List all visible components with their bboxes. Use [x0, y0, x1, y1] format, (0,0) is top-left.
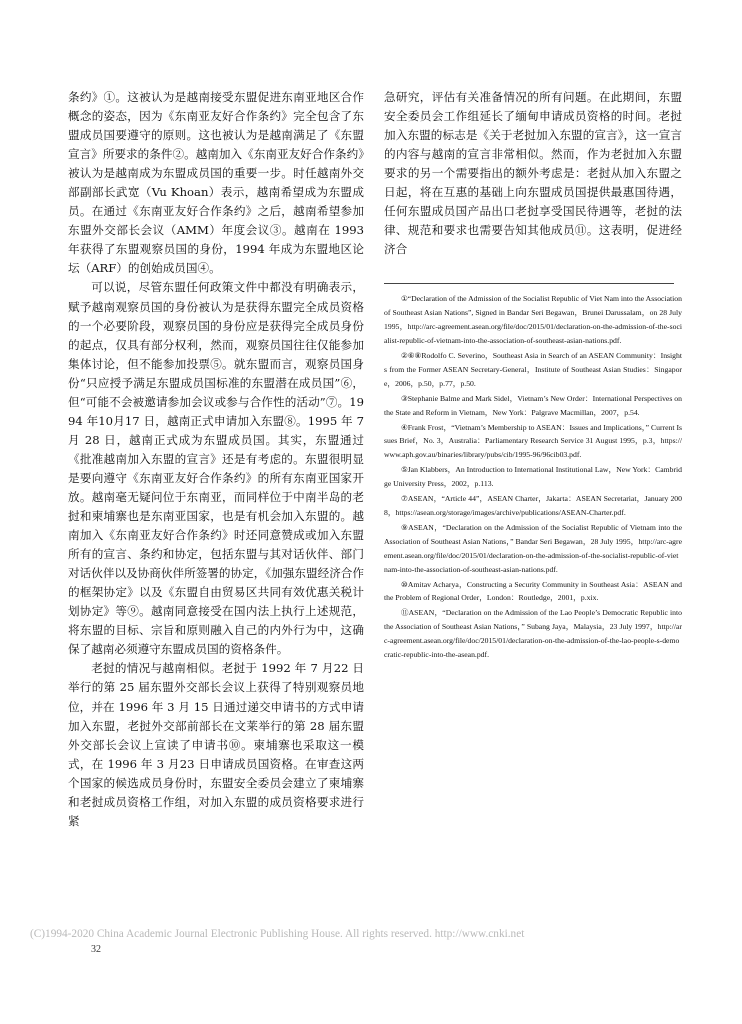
right-column	[384, 88, 682, 663]
footnote-mark: ⑦	[400, 494, 408, 504]
footnote-text: Frank Frost，“Vietnam’s Membership to ASEAN：Issues and Implications，” Current Issues Brief，No. 3，Australia：Parliamentary Research Service 31 August 1995，p.3，https://www.aph.gov.au/binaries/library/pubs/cib/1995-96/96cib03.pdf.	[384, 422, 682, 460]
footnote-divider	[384, 283, 674, 284]
footnote	[384, 463, 682, 491]
footnote-text: Rodolfo C. Severino，Southeast Asia in Search of an ASEAN Community：Insights from the Former ASEAN Secretary-General，Institute of Southeast Asian Studies：Singapore，2006，p.50，p.77，p.50.	[384, 351, 682, 388]
footnote	[384, 349, 682, 391]
footnote-text: ASEAN，“Declaration on the Admission of the Lao People’s Democratic Republic into the Association of Southeast Asian Nations，” Subang Jaya，Malaysia，23 July 1997，http://arc-agreement.asean.org/file/doc/2015/01/declaration-on-the-admission-of-the-lao-people-s-democratic-republic-into-the-asean.pdf.	[384, 608, 682, 660]
footnote-mark: ①	[400, 294, 408, 304]
footnote-mark: ④	[400, 422, 408, 432]
footnote-text: “Declaration of the Admission of the Socialist Republic of Viet Nam into the Association of Southeast Asian Nations”, Signed in Bandar Seri Begawan，Brunei Darussalam，on 28 July 1995，http://arc-agreement.asean.org/file/doc/2015/01/declaration-on-the-admission-of-the-socialist-republic-of-vietnam-into-the-association-of-southeast-asian-nations.pdf.	[384, 294, 682, 346]
footnote	[384, 292, 682, 348]
body-paragraph: 老挝的情况与越南相似。老挝于 1992 年 7 月22 日举行的第 25 届东盟外交部长会议上获得了特别观察员地位，并在 1996 年 3 月 15 日通过递交申请书的方式申请加入东盟，老挝外交部前部长在文莱举行的第 28 届东盟外交部长会议上宣读了申请书⑩。柬埔寨也采取这一模式，在 1996 年 3 月23 日申请成员国资格。在审查这两个国家的候选成员身份时，东盟安全委员会建立了柬埔寨和老挝成员资格工作组，对加入东盟的成员资格要求进行紧	[68, 661, 364, 828]
footnote-mark: ⑨	[400, 522, 409, 532]
footnote	[384, 492, 682, 520]
page-number: 32	[91, 944, 101, 955]
footnote-mark: ②⑥⑧	[400, 351, 422, 361]
footnote	[384, 392, 682, 420]
footnote-mark: ③	[400, 393, 408, 403]
footnote-mark: ⑩	[400, 579, 408, 589]
footnote	[384, 521, 682, 577]
footnote-mark: ⑤	[400, 465, 408, 475]
left-column	[68, 88, 364, 831]
footnotes	[384, 292, 682, 662]
footnote-text: Stephanie Balme and Mark Sidel，Vietnam’s New Order：International Perspectives on the State and Reform in Vietnam，New York：Palgrave Macmillan，2007，p.54.	[384, 393, 682, 417]
footnote	[384, 421, 682, 463]
body-paragraph: 条约》①。这被认为是越南接受东盟促进东南亚地区合作概念的姿态，因为《东南亚友好合作条约》完全包含了东盟成员国要遵守的原则。这也被认为是越南满足了《东盟宣言》所要求的条件②。越南加入《东南亚友好合作条约》被认为是越南成为东盟成员国的重要一步。时任越南外交部副部长武宽（Vu Khoan）表示，越南希望成为东盟成员。在通过《东南亚友好合作条约》之后，越南希望参加东盟外交部长会议（AMM）年度会议③。越南在 1993 年获得了东盟观察员国的身份，1994 年成为东盟地区论坛（ARF）的创始成员国④。	[68, 90, 364, 276]
footnote-text: Jan Klabbers，An Introduction to International Institutional Law，New York：Cambridge University Press，2002，p.113.	[384, 465, 683, 489]
footnote-text: Amitav Acharya，Constructing a Security Community in Southeast Asia：ASEAN and the Problem of Regional Order，London：Routledge，2001，p.xix.	[384, 579, 682, 603]
footnote	[384, 578, 682, 606]
footnote-text: ASEAN，“Declaration on the Admission of the Socialist Republic of Vietnam into the Association of Southeast Asian Nations，” Bandar Seri Begawan，28 July 1995，http://arc-agreement.asean.org/file/doc/2015/01/declaration-on-the-admission-of-the-socialist-republic-of-vietnam-into-the-association-of-southeast-asian-nations.pdf.	[384, 522, 682, 574]
body-paragraph: 急研究，评估有关准备情况的所有问题。在此期间，东盟安全委员会工作组延长了缅甸申请成员资格的时间。老挝加入东盟的标志是《关于老挝加入东盟的宣言》，这一宣言的内容与越南的宣言非常相似。然而，作为老挝加入东盟要求的另一个需要指出的额外考虑是：老挝从加入东盟之日起，将在互惠的基础上向东盟成员国提供最惠国待遇，任何东盟成员国产品出口老挝享受国民待遇等，老挝的法律、规范和要求也需要告知其他成员⑪。这表明，促进经济合	[384, 90, 682, 257]
footnote-mark: ⑪	[400, 608, 409, 618]
footnote	[384, 606, 682, 662]
copyright-footer: (C)1994-2020 China Academic Journal Electronic Publishing House. All rights reserved. http://www.cnki.net	[30, 928, 525, 940]
body-paragraph: 可以说，尽管东盟任何政策文件中都没有明确表示，赋予越南观察员国的身份被认为是获得东盟完全成员资格的一个必要阶段，观察员国的身份应是获得完全成员身份的起点，仅具有部分权利，然而，观察员国往往仅能参加集体讨论，但不能参加投票⑤。就东盟而言，观察员国身份“只应授予满足东盟成员国标准的东盟潜在成员国”⑥，但“可能不会被邀请参加会议或参与合作性的活动”⑦。1994 年10月17 日，越南正式申请加入东盟⑧。1995 年 7 月 28 日，越南正式成为东盟成员国。其实，东盟通过《批准越南加入东盟的宣言》还是有考虑的。东盟很明显是要向遵守《东南亚友好合作条约》的所有东南亚国家开放。越南毫无疑问位于东南亚，而同样位于中南半岛的老挝和柬埔寨也是东南亚国家，也是有机会加入东盟的。越南加入《东南亚友好合作条约》时还同意赞成或加入东盟所有的宣言、条约和协定，包括东盟与其对话伙伴、部门对话伙伴以及协商伙伴所签署的协定，《加强东盟经济合作的框架协定》以及《东盟自由贸易区共同有效优惠关税计划协定》等⑨。越南同意接受在国内法上执行上述规范，将东盟的目标、宗旨和原则融入自己的内外行为中，这确保了越南必须遵守东盟成员国的资格条件。	[68, 280, 364, 657]
footnote-text: ASEAN，“Article 44”，ASEAN Charter，Jakarta：ASEAN Secretariat，January 2008，https://asean.org/storage/images/archive/publications/ASEAN-Charter.pdf.	[384, 494, 682, 518]
